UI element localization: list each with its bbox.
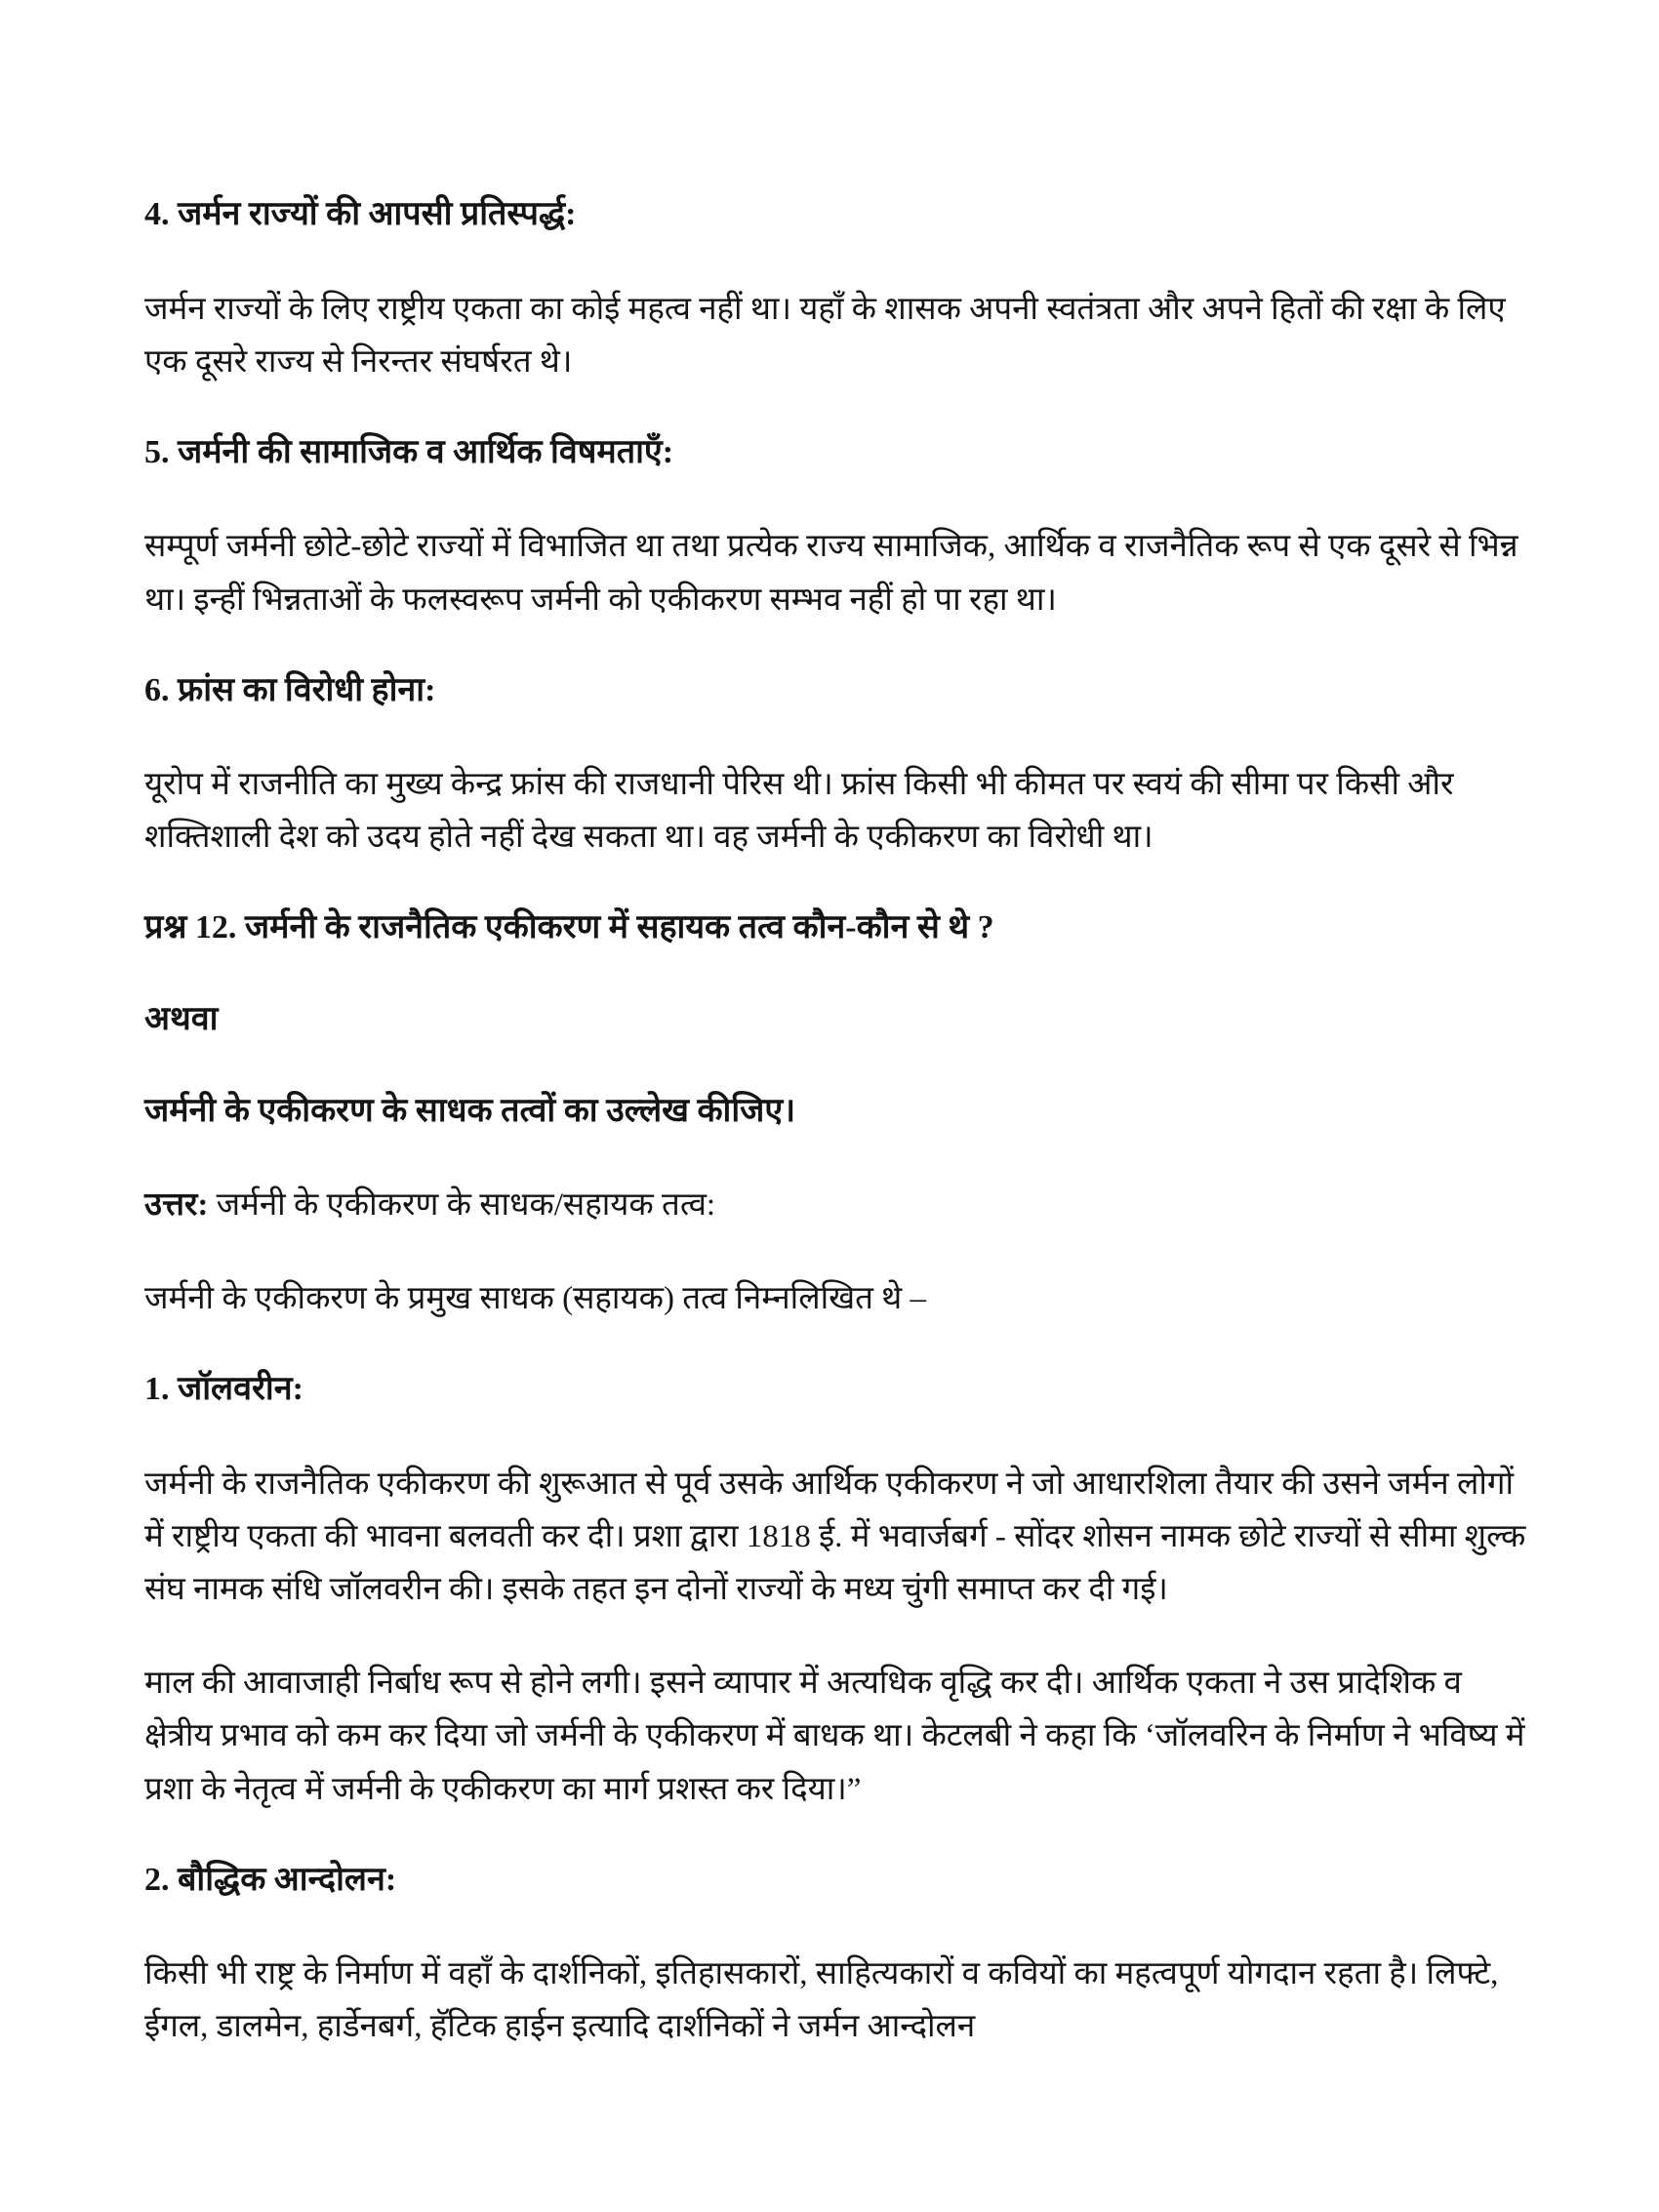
section-heading: अथवा [144, 1001, 219, 1038]
section-heading: 5. जर्मनी की सामाजिक व आर्थिक विषमताएँ: [144, 433, 674, 470]
paragraph: किसी भी राष्ट्र के निर्माण में वहाँ के दार्शनिकों, इतिहासकारों, साहित्यकारों व कवियों का महत्वपूर्ण योगदान रहता है। लिफ्टे, ईगल, डालमेन, हार्डेनबर्ग, हॅटिक हाईन इत्यादि दार्शनिकों ने जर्मन आन्दोलन [144, 1956, 1499, 2045]
answer-label: उत्तर: [144, 1187, 209, 1224]
section-heading: 1. जॉलवरीन: [144, 1371, 303, 1408]
paragraph: यूरोप में राजनीति का मुख्य केन्द्र फ्रांस की राजधानी पेरिस थी। फ्रांस किसी भी कीमत पर स्वयं की सीमा पर किसी और शक्तिशाली देश को उदय होते नहीं देख सकता था। वह जर्मनी के एकीकरण का विरोधी था। [144, 767, 1454, 856]
paragraph: सम्पूर्ण जर्मनी छोटे-छोटे राज्यों में विभाजित था तथा प्रत्येक राज्य सामाजिक, आर्थिक व राजनैतिक रूप से एक दूसरे से भिन्न था। इन्हीं भिन्नताओं के फलस्वरूप जर्मनी को एकीकरण सम्भव नहीं हो पा रहा था। [144, 529, 1518, 618]
answer-lead-paragraph [144, 1179, 1528, 1231]
paragraph: जर्मन राज्यों के लिए राष्ट्रीय एकता का कोई महत्व नहीं था। यहाँ के शासक अपनी स्वतंत्रता और अपने हितों की रक्षा के लिए एक दूसरे राज्य से निरन्तर संघर्षरत थे। [144, 291, 1506, 380]
section-heading: जर्मनी के एकीकरण के साधक तत्वों का उल्लेख कीजिए। [144, 1092, 796, 1129]
section-heading: 2. बौद्धिक आन्दोलन: [144, 1861, 397, 1898]
answer-label-text: जर्मनी के एकीकरण के साधक/सहायक तत्व: [208, 1187, 716, 1224]
paragraph: माल की आवाजाही निर्बाध रूप से होने लगी। इसने व्यापार में अत्यधिक वृद्धि कर दी। आर्थिक एकता ने उस प्रादेशिक व क्षेत्रीय प्रभाव को कम कर दिया जो जर्मनी के एकीकरण में बाधक था। केटलबी ने कहा कि ‘जॉलवरिन के निर्माण ने भविष्य में प्रशा के नेतृत्व में जर्मनी के एकीकरण का मार्ग प्रशस्त कर दिया।” [144, 1666, 1525, 1807]
section-heading: 4. जर्मन राज्यों की आपसी प्रतिस्पर्द्ध: [144, 196, 577, 232]
paragraph: जर्मनी के एकीकरण के प्रमुख साधक (सहायक) तत्व निम्नलिखित थे – [144, 1281, 927, 1317]
section-heading: 6. फ्रांस का विरोधी होना: [144, 671, 436, 708]
document-content [144, 191, 1528, 2054]
section-heading: प्रश्न 12. जर्मनी के राजनैतिक एकीकरण में सहायक तत्व कौन-कौन से थे ? [144, 909, 994, 946]
paragraph: जर्मनी के राजनैतिक एकीकरण की शुरूआत से पूर्व उसके आर्थिक एकीकरण ने जो आधारशिला तैयार की उसने जर्मन लोगों में राष्ट्रीय एकता की भावना बलवती कर दी। प्रशा द्वारा 1818 ई. में भवार्जबर्ग - सोंदर शोसन नामक छोटे राज्यों से सीमा शुल्क संघ नामक संधि जॉलवरीन की। इसके तहत इन दोनों राज्यों के मध्य चुंगी समाप्त कर दी गई। [144, 1467, 1526, 1608]
